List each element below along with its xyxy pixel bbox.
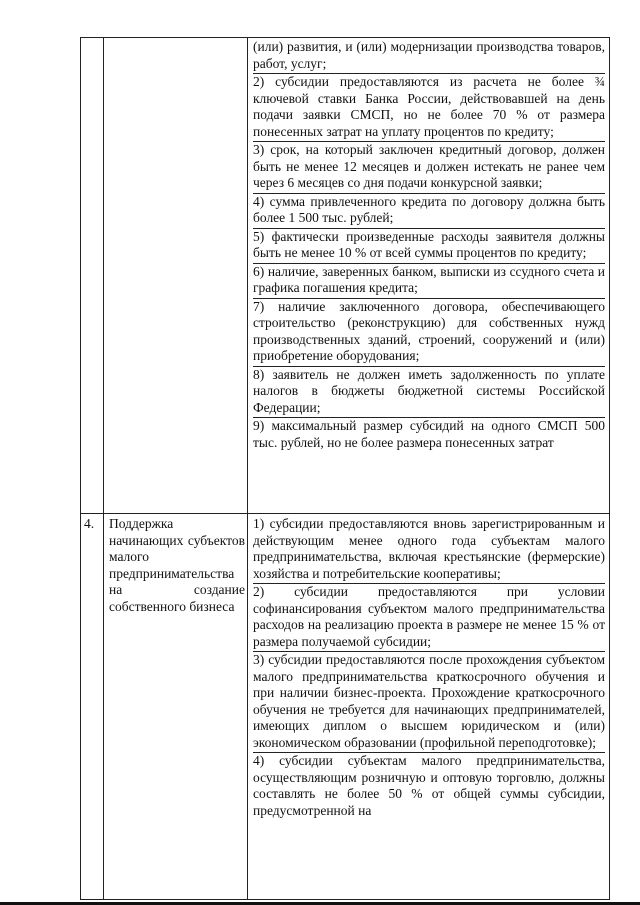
- condition-paragraph: 6) наличие, заверенных банком, выписки из ссудного счета и графика погашения кредита;: [253, 264, 605, 299]
- condition-paragraph: 2) субсидии предоставляются из расчета не более ¾ ключевой ставки Банка России, действовавшей на день подачи заявки СМСП, но не более 70 % от размера понесенных затрат на уплату процентов по кредиту;: [253, 74, 605, 142]
- condition-paragraph: 4) субсидии субъектам малого предпринимательства, осуществляющим розничную и оптовую торговлю, должны составлять не более 50 % от общей суммы субсидии, предусмотренной на: [253, 753, 605, 818]
- measure-name: Поддержка начинающих субъектов малого предпринимательства на создание собственного бизнеса: [109, 516, 245, 614]
- column-divider: [103, 38, 104, 899]
- row-divider: [81, 513, 609, 514]
- column-divider: [247, 38, 248, 899]
- condition-paragraph: 2) субсидии предоставляются при условии софинансирования субъектом малого предпринимательства расходов на реализацию проекта в размере не менее 15 % от размера получаемой субсидии;: [253, 584, 605, 652]
- condition-paragraph: 7) наличие заключенного договора, обеспечивающего строительство (реконструкцию) для собственных нужд производственных зданий, строений, сооружений и (или) приобретение оборудования;: [253, 299, 605, 367]
- condition-paragraph: 9) максимальный размер субсидий на одного СМСП 500 тыс. рублей, но не более размера понесенных затрат: [253, 418, 605, 450]
- condition-paragraph: 3) срок, на который заключен кредитный договор, должен быть не менее 12 месяцев и должен истекать не ранее чем через 6 месяцев со дня подачи конкурсной заявки;: [253, 142, 605, 194]
- conditions-cell: [249, 39, 609, 452]
- condition-paragraph: 4) сумма привлеченного кредита по договору должна быть более 1 500 тыс. рублей;: [253, 194, 605, 229]
- condition-paragraph: 3) субсидии предоставляются после прохождения субъектом малого предпринимательства краткосрочного обучения и при наличии бизнес-проекта. Прохождение краткосрочного обучения не требуется для начинающих предпринимателей, имеющих диплом о высшем юридическом и (или) экономическом образовании (профильной переподготовке);: [253, 652, 605, 753]
- condition-paragraph: (или) развития, и (или) модернизации производства товаров, работ, услуг;: [253, 39, 605, 74]
- condition-paragraph: 8) заявитель не должен иметь задолженность по уплате налогов в бюджеты бюджетной системы Российской Федерации;: [253, 367, 605, 419]
- row-number: 4.: [84, 516, 95, 531]
- requirements-table: [80, 37, 610, 900]
- condition-paragraph: 1) субсидии предоставляются вновь зарегистрированным и действующим менее одного года субъектам малого предпринимательства, включая крестьянские (фермерские) хозяйства и потребительские кооперативы;: [253, 516, 605, 584]
- conditions-cell: [249, 516, 609, 820]
- condition-paragraph: 5) фактически произведенные расходы заявителя должны быть не менее 10 % от всей суммы процентов по кредиту;: [253, 229, 605, 264]
